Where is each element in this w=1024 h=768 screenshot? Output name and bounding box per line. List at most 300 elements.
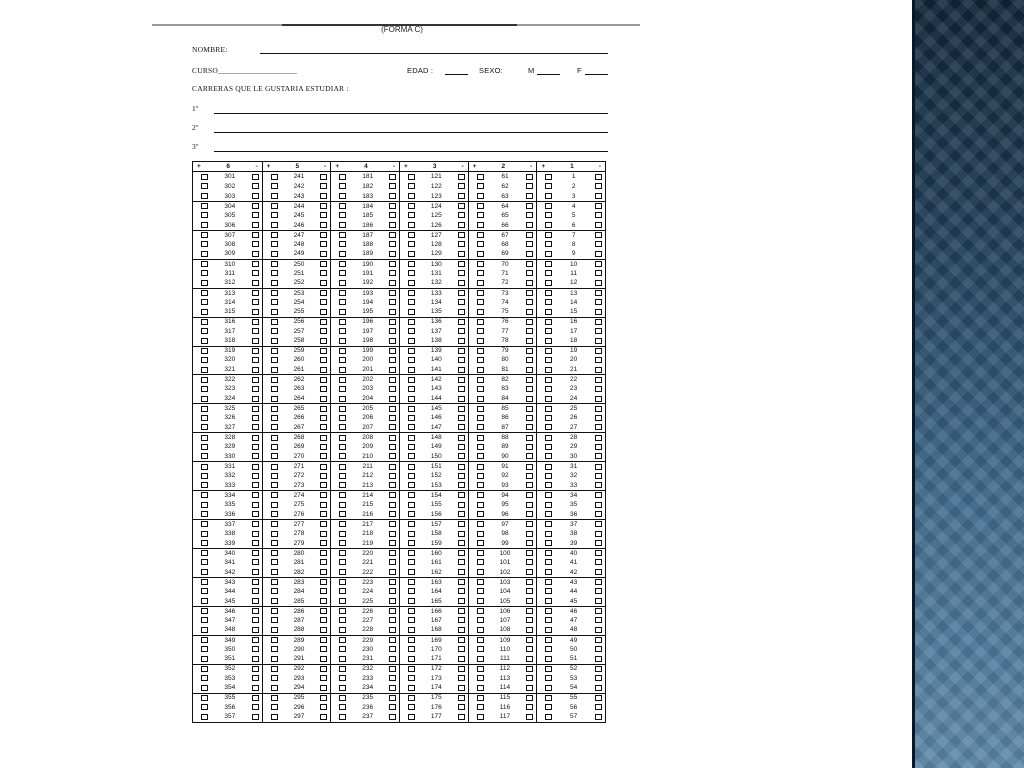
minus-checkbox[interactable]: [526, 212, 533, 218]
plus-checkbox[interactable]: [408, 473, 415, 479]
plus-checkbox[interactable]: [271, 377, 278, 383]
minus-checkbox[interactable]: [526, 193, 533, 199]
plus-checkbox[interactable]: [339, 704, 346, 710]
plus-checkbox[interactable]: [545, 299, 552, 305]
minus-checkbox[interactable]: [252, 270, 259, 276]
minus-checkbox[interactable]: [252, 212, 259, 218]
plus-checkbox[interactable]: [477, 319, 484, 325]
minus-checkbox[interactable]: [389, 695, 396, 701]
plus-checkbox[interactable]: [545, 338, 552, 344]
minus-checkbox[interactable]: [252, 299, 259, 305]
minus-checkbox[interactable]: [389, 280, 396, 286]
plus-checkbox[interactable]: [545, 174, 552, 180]
minus-checkbox[interactable]: [320, 695, 327, 701]
minus-checkbox[interactable]: [458, 511, 465, 517]
plus-checkbox[interactable]: [201, 685, 208, 691]
minus-checkbox[interactable]: [595, 212, 602, 218]
plus-checkbox[interactable]: [201, 598, 208, 604]
minus-checkbox[interactable]: [389, 482, 396, 488]
minus-checkbox[interactable]: [389, 174, 396, 180]
minus-checkbox[interactable]: [252, 424, 259, 430]
plus-checkbox[interactable]: [408, 598, 415, 604]
minus-checkbox[interactable]: [320, 646, 327, 652]
minus-checkbox[interactable]: [595, 309, 602, 315]
plus-checkbox[interactable]: [408, 695, 415, 701]
minus-checkbox[interactable]: [389, 704, 396, 710]
minus-checkbox[interactable]: [252, 444, 259, 450]
plus-checkbox[interactable]: [477, 511, 484, 517]
plus-checkbox[interactable]: [408, 627, 415, 633]
plus-checkbox[interactable]: [201, 646, 208, 652]
minus-checkbox[interactable]: [389, 232, 396, 238]
minus-checkbox[interactable]: [389, 453, 396, 459]
plus-checkbox[interactable]: [477, 193, 484, 199]
minus-checkbox[interactable]: [252, 579, 259, 585]
plus-checkbox[interactable]: [545, 396, 552, 402]
minus-checkbox[interactable]: [595, 338, 602, 344]
plus-checkbox[interactable]: [201, 617, 208, 623]
plus-checkbox[interactable]: [201, 714, 208, 720]
plus-checkbox[interactable]: [545, 377, 552, 383]
plus-checkbox[interactable]: [545, 656, 552, 662]
minus-checkbox[interactable]: [458, 193, 465, 199]
minus-checkbox[interactable]: [389, 309, 396, 315]
plus-checkbox[interactable]: [339, 251, 346, 257]
plus-checkbox[interactable]: [339, 666, 346, 672]
plus-checkbox[interactable]: [271, 569, 278, 575]
plus-checkbox[interactable]: [271, 502, 278, 508]
plus-checkbox[interactable]: [545, 540, 552, 546]
plus-checkbox[interactable]: [477, 521, 484, 527]
plus-checkbox[interactable]: [339, 511, 346, 517]
minus-checkbox[interactable]: [595, 482, 602, 488]
plus-checkbox[interactable]: [339, 193, 346, 199]
minus-checkbox[interactable]: [320, 261, 327, 267]
plus-checkbox[interactable]: [477, 579, 484, 585]
plus-checkbox[interactable]: [271, 386, 278, 392]
minus-checkbox[interactable]: [595, 367, 602, 373]
minus-checkbox[interactable]: [252, 550, 259, 556]
plus-checkbox[interactable]: [408, 424, 415, 430]
plus-checkbox[interactable]: [545, 569, 552, 575]
minus-checkbox[interactable]: [252, 319, 259, 325]
minus-checkbox[interactable]: [389, 569, 396, 575]
minus-checkbox[interactable]: [320, 232, 327, 238]
plus-checkbox[interactable]: [408, 464, 415, 470]
minus-checkbox[interactable]: [252, 309, 259, 315]
plus-checkbox[interactable]: [201, 299, 208, 305]
minus-checkbox[interactable]: [595, 550, 602, 556]
plus-checkbox[interactable]: [201, 675, 208, 681]
minus-checkbox[interactable]: [458, 666, 465, 672]
plus-checkbox[interactable]: [477, 309, 484, 315]
plus-checkbox[interactable]: [271, 280, 278, 286]
plus-checkbox[interactable]: [408, 280, 415, 286]
minus-checkbox[interactable]: [458, 348, 465, 354]
plus-checkbox[interactable]: [271, 464, 278, 470]
minus-checkbox[interactable]: [595, 453, 602, 459]
plus-checkbox[interactable]: [545, 453, 552, 459]
minus-checkbox[interactable]: [320, 251, 327, 257]
plus-checkbox[interactable]: [339, 482, 346, 488]
minus-checkbox[interactable]: [458, 444, 465, 450]
plus-checkbox[interactable]: [545, 328, 552, 334]
minus-checkbox[interactable]: [320, 406, 327, 412]
minus-checkbox[interactable]: [252, 521, 259, 527]
minus-checkbox[interactable]: [458, 627, 465, 633]
plus-checkbox[interactable]: [201, 377, 208, 383]
plus-checkbox[interactable]: [201, 608, 208, 614]
plus-checkbox[interactable]: [408, 550, 415, 556]
plus-checkbox[interactable]: [271, 540, 278, 546]
minus-checkbox[interactable]: [526, 714, 533, 720]
minus-checkbox[interactable]: [458, 174, 465, 180]
plus-checkbox[interactable]: [477, 348, 484, 354]
plus-checkbox[interactable]: [339, 531, 346, 537]
minus-checkbox[interactable]: [458, 608, 465, 614]
minus-checkbox[interactable]: [252, 482, 259, 488]
minus-checkbox[interactable]: [252, 569, 259, 575]
minus-checkbox[interactable]: [526, 299, 533, 305]
minus-checkbox[interactable]: [458, 695, 465, 701]
minus-checkbox[interactable]: [595, 675, 602, 681]
plus-checkbox[interactable]: [408, 637, 415, 643]
plus-checkbox[interactable]: [408, 174, 415, 180]
plus-checkbox[interactable]: [201, 464, 208, 470]
minus-checkbox[interactable]: [389, 212, 396, 218]
plus-checkbox[interactable]: [271, 685, 278, 691]
plus-checkbox[interactable]: [201, 540, 208, 546]
minus-checkbox[interactable]: [595, 183, 602, 189]
plus-checkbox[interactable]: [271, 338, 278, 344]
minus-checkbox[interactable]: [320, 473, 327, 479]
plus-checkbox[interactable]: [477, 367, 484, 373]
minus-checkbox[interactable]: [595, 386, 602, 392]
minus-checkbox[interactable]: [526, 444, 533, 450]
minus-checkbox[interactable]: [252, 598, 259, 604]
plus-checkbox[interactable]: [545, 617, 552, 623]
plus-checkbox[interactable]: [339, 290, 346, 296]
plus-checkbox[interactable]: [339, 338, 346, 344]
plus-checkbox[interactable]: [545, 511, 552, 517]
minus-checkbox[interactable]: [458, 464, 465, 470]
plus-checkbox[interactable]: [408, 492, 415, 498]
plus-checkbox[interactable]: [271, 588, 278, 594]
minus-checkbox[interactable]: [458, 328, 465, 334]
minus-checkbox[interactable]: [526, 540, 533, 546]
plus-checkbox[interactable]: [271, 415, 278, 421]
plus-checkbox[interactable]: [339, 695, 346, 701]
plus-checkbox[interactable]: [339, 569, 346, 575]
plus-checkbox[interactable]: [477, 435, 484, 441]
minus-checkbox[interactable]: [320, 559, 327, 565]
plus-checkbox[interactable]: [271, 675, 278, 681]
plus-checkbox[interactable]: [477, 464, 484, 470]
plus-checkbox[interactable]: [545, 241, 552, 247]
minus-checkbox[interactable]: [320, 386, 327, 392]
minus-checkbox[interactable]: [252, 415, 259, 421]
plus-checkbox[interactable]: [339, 714, 346, 720]
minus-checkbox[interactable]: [320, 531, 327, 537]
minus-checkbox[interactable]: [595, 174, 602, 180]
minus-checkbox[interactable]: [595, 444, 602, 450]
plus-checkbox[interactable]: [339, 212, 346, 218]
plus-checkbox[interactable]: [545, 251, 552, 257]
plus-checkbox[interactable]: [271, 193, 278, 199]
minus-checkbox[interactable]: [252, 251, 259, 257]
minus-checkbox[interactable]: [389, 386, 396, 392]
minus-checkbox[interactable]: [458, 183, 465, 189]
plus-checkbox[interactable]: [408, 714, 415, 720]
plus-checkbox[interactable]: [545, 646, 552, 652]
plus-checkbox[interactable]: [339, 521, 346, 527]
plus-checkbox[interactable]: [271, 637, 278, 643]
plus-checkbox[interactable]: [271, 608, 278, 614]
minus-checkbox[interactable]: [252, 386, 259, 392]
plus-checkbox[interactable]: [339, 424, 346, 430]
minus-checkbox[interactable]: [526, 424, 533, 430]
plus-checkbox[interactable]: [271, 424, 278, 430]
plus-checkbox[interactable]: [271, 666, 278, 672]
plus-checkbox[interactable]: [339, 444, 346, 450]
minus-checkbox[interactable]: [320, 203, 327, 209]
minus-checkbox[interactable]: [526, 406, 533, 412]
plus-checkbox[interactable]: [545, 492, 552, 498]
minus-checkbox[interactable]: [252, 646, 259, 652]
minus-checkbox[interactable]: [389, 559, 396, 565]
plus-checkbox[interactable]: [339, 502, 346, 508]
plus-checkbox[interactable]: [201, 309, 208, 315]
minus-checkbox[interactable]: [458, 241, 465, 247]
minus-checkbox[interactable]: [389, 424, 396, 430]
minus-checkbox[interactable]: [458, 386, 465, 392]
minus-checkbox[interactable]: [252, 406, 259, 412]
plus-checkbox[interactable]: [477, 232, 484, 238]
minus-checkbox[interactable]: [458, 212, 465, 218]
minus-checkbox[interactable]: [252, 492, 259, 498]
minus-checkbox[interactable]: [595, 637, 602, 643]
minus-checkbox[interactable]: [595, 598, 602, 604]
minus-checkbox[interactable]: [252, 222, 259, 228]
plus-checkbox[interactable]: [545, 183, 552, 189]
minus-checkbox[interactable]: [458, 299, 465, 305]
plus-checkbox[interactable]: [408, 270, 415, 276]
plus-checkbox[interactable]: [339, 222, 346, 228]
plus-checkbox[interactable]: [339, 608, 346, 614]
minus-checkbox[interactable]: [526, 617, 533, 623]
minus-checkbox[interactable]: [595, 377, 602, 383]
minus-checkbox[interactable]: [389, 251, 396, 257]
plus-checkbox[interactable]: [201, 396, 208, 402]
plus-checkbox[interactable]: [271, 598, 278, 604]
plus-checkbox[interactable]: [201, 704, 208, 710]
plus-checkbox[interactable]: [408, 588, 415, 594]
minus-checkbox[interactable]: [320, 675, 327, 681]
minus-checkbox[interactable]: [595, 396, 602, 402]
plus-checkbox[interactable]: [545, 588, 552, 594]
minus-checkbox[interactable]: [252, 357, 259, 363]
plus-checkbox[interactable]: [201, 241, 208, 247]
plus-checkbox[interactable]: [477, 473, 484, 479]
minus-checkbox[interactable]: [458, 569, 465, 575]
minus-checkbox[interactable]: [320, 656, 327, 662]
plus-checkbox[interactable]: [408, 540, 415, 546]
plus-checkbox[interactable]: [339, 174, 346, 180]
plus-checkbox[interactable]: [271, 212, 278, 218]
minus-checkbox[interactable]: [320, 502, 327, 508]
minus-checkbox[interactable]: [526, 502, 533, 508]
minus-checkbox[interactable]: [526, 377, 533, 383]
plus-checkbox[interactable]: [339, 598, 346, 604]
minus-checkbox[interactable]: [458, 559, 465, 565]
minus-checkbox[interactable]: [595, 627, 602, 633]
minus-checkbox[interactable]: [595, 415, 602, 421]
plus-checkbox[interactable]: [271, 270, 278, 276]
plus-checkbox[interactable]: [545, 464, 552, 470]
minus-checkbox[interactable]: [458, 270, 465, 276]
minus-checkbox[interactable]: [526, 588, 533, 594]
minus-checkbox[interactable]: [526, 579, 533, 585]
minus-checkbox[interactable]: [526, 521, 533, 527]
plus-checkbox[interactable]: [408, 251, 415, 257]
minus-checkbox[interactable]: [389, 627, 396, 633]
plus-checkbox[interactable]: [408, 299, 415, 305]
plus-checkbox[interactable]: [477, 280, 484, 286]
plus-checkbox[interactable]: [201, 222, 208, 228]
plus-checkbox[interactable]: [271, 695, 278, 701]
plus-checkbox[interactable]: [408, 212, 415, 218]
minus-checkbox[interactable]: [320, 328, 327, 334]
plus-checkbox[interactable]: [545, 695, 552, 701]
minus-checkbox[interactable]: [595, 299, 602, 305]
plus-checkbox[interactable]: [477, 646, 484, 652]
plus-checkbox[interactable]: [477, 174, 484, 180]
minus-checkbox[interactable]: [320, 579, 327, 585]
minus-checkbox[interactable]: [595, 203, 602, 209]
plus-checkbox[interactable]: [271, 617, 278, 623]
minus-checkbox[interactable]: [252, 559, 259, 565]
minus-checkbox[interactable]: [458, 685, 465, 691]
plus-checkbox[interactable]: [201, 424, 208, 430]
plus-checkbox[interactable]: [339, 270, 346, 276]
minus-checkbox[interactable]: [320, 598, 327, 604]
plus-checkbox[interactable]: [477, 695, 484, 701]
plus-checkbox[interactable]: [477, 357, 484, 363]
plus-checkbox[interactable]: [477, 396, 484, 402]
minus-checkbox[interactable]: [458, 222, 465, 228]
minus-checkbox[interactable]: [320, 424, 327, 430]
plus-checkbox[interactable]: [545, 473, 552, 479]
minus-checkbox[interactable]: [320, 299, 327, 305]
plus-checkbox[interactable]: [201, 656, 208, 662]
plus-checkbox[interactable]: [201, 183, 208, 189]
minus-checkbox[interactable]: [389, 646, 396, 652]
minus-checkbox[interactable]: [252, 241, 259, 247]
minus-checkbox[interactable]: [252, 502, 259, 508]
minus-checkbox[interactable]: [458, 502, 465, 508]
minus-checkbox[interactable]: [389, 608, 396, 614]
minus-checkbox[interactable]: [320, 174, 327, 180]
minus-checkbox[interactable]: [458, 637, 465, 643]
minus-checkbox[interactable]: [320, 627, 327, 633]
plus-checkbox[interactable]: [201, 559, 208, 565]
plus-checkbox[interactable]: [339, 685, 346, 691]
minus-checkbox[interactable]: [252, 608, 259, 614]
minus-checkbox[interactable]: [389, 415, 396, 421]
plus-checkbox[interactable]: [339, 492, 346, 498]
plus-checkbox[interactable]: [477, 569, 484, 575]
plus-checkbox[interactable]: [339, 280, 346, 286]
plus-checkbox[interactable]: [271, 396, 278, 402]
minus-checkbox[interactable]: [252, 511, 259, 517]
minus-checkbox[interactable]: [458, 492, 465, 498]
plus-checkbox[interactable]: [408, 348, 415, 354]
minus-checkbox[interactable]: [595, 464, 602, 470]
plus-checkbox[interactable]: [271, 521, 278, 527]
plus-checkbox[interactable]: [477, 637, 484, 643]
plus-checkbox[interactable]: [271, 579, 278, 585]
minus-checkbox[interactable]: [526, 203, 533, 209]
plus-checkbox[interactable]: [201, 492, 208, 498]
plus-checkbox[interactable]: [545, 261, 552, 267]
plus-checkbox[interactable]: [339, 309, 346, 315]
plus-checkbox[interactable]: [477, 666, 484, 672]
plus-checkbox[interactable]: [201, 502, 208, 508]
minus-checkbox[interactable]: [458, 531, 465, 537]
plus-checkbox[interactable]: [201, 193, 208, 199]
minus-checkbox[interactable]: [389, 511, 396, 517]
plus-checkbox[interactable]: [339, 435, 346, 441]
plus-checkbox[interactable]: [271, 511, 278, 517]
plus-checkbox[interactable]: [477, 559, 484, 565]
minus-checkbox[interactable]: [320, 396, 327, 402]
plus-checkbox[interactable]: [339, 579, 346, 585]
plus-checkbox[interactable]: [545, 579, 552, 585]
minus-checkbox[interactable]: [389, 348, 396, 354]
minus-checkbox[interactable]: [526, 328, 533, 334]
plus-checkbox[interactable]: [545, 415, 552, 421]
plus-checkbox[interactable]: [201, 280, 208, 286]
minus-checkbox[interactable]: [595, 714, 602, 720]
minus-checkbox[interactable]: [595, 656, 602, 662]
minus-checkbox[interactable]: [320, 319, 327, 325]
minus-checkbox[interactable]: [458, 714, 465, 720]
plus-checkbox[interactable]: [339, 646, 346, 652]
minus-checkbox[interactable]: [252, 531, 259, 537]
plus-checkbox[interactable]: [271, 232, 278, 238]
minus-checkbox[interactable]: [458, 646, 465, 652]
minus-checkbox[interactable]: [526, 531, 533, 537]
plus-checkbox[interactable]: [201, 453, 208, 459]
minus-checkbox[interactable]: [526, 241, 533, 247]
minus-checkbox[interactable]: [595, 280, 602, 286]
plus-checkbox[interactable]: [339, 559, 346, 565]
minus-checkbox[interactable]: [320, 348, 327, 354]
plus-checkbox[interactable]: [339, 367, 346, 373]
minus-checkbox[interactable]: [458, 415, 465, 421]
minus-checkbox[interactable]: [458, 309, 465, 315]
minus-checkbox[interactable]: [252, 453, 259, 459]
minus-checkbox[interactable]: [252, 473, 259, 479]
minus-checkbox[interactable]: [458, 424, 465, 430]
plus-checkbox[interactable]: [201, 588, 208, 594]
minus-checkbox[interactable]: [526, 270, 533, 276]
minus-checkbox[interactable]: [595, 608, 602, 614]
minus-checkbox[interactable]: [595, 685, 602, 691]
minus-checkbox[interactable]: [320, 464, 327, 470]
minus-checkbox[interactable]: [526, 453, 533, 459]
minus-checkbox[interactable]: [458, 406, 465, 412]
